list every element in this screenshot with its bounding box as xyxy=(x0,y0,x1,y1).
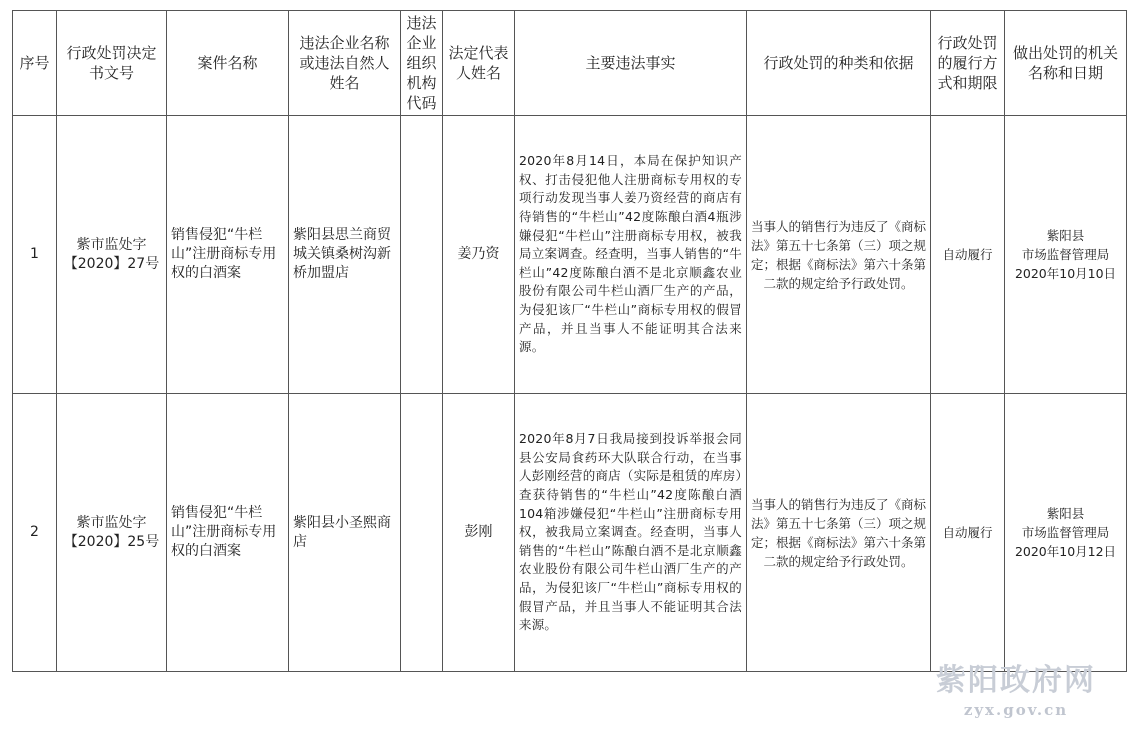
row-rep: 姜乃资 xyxy=(443,116,515,394)
header-cell: 违法企业名称或违法自然人姓名 xyxy=(289,11,401,116)
agency-date: 2020年10月12日 xyxy=(1014,544,1117,559)
penalty-table xyxy=(12,10,1127,672)
watermark xyxy=(936,664,1096,720)
header-cell: 违法企业组织机构代码 xyxy=(401,11,443,116)
header-row xyxy=(13,11,1127,116)
row-fact: 2020年8月7日我局接到投诉举报会同县公安局食药环大队联合行动，在当事人彭刚经营的商店（实际是租赁的库房）查获待销售的“牛栏山”42度陈酿白酒104箱涉嫌侵犯“牛栏山”注册商标专用权，被我局立案调查。经查明，当事人销售的“牛栏山”陈酿白酒不是北京顺鑫农业股份有限公司牛栏山酒厂生产的产品，为侵犯该厂“牛栏山”商标专用权的假冒产品，并且当事人不能证明其合法来源。 xyxy=(515,394,747,672)
row-case-name: 销售侵犯“牛栏山”注册商标专用权的白酒案 xyxy=(167,394,289,672)
header-cell: 案件名称 xyxy=(167,11,289,116)
row-doc-no: 紫市监处字【2020】25号 xyxy=(57,394,167,672)
row-basis: 当事人的销售行为违反了《商标法》第五十七条第（三）项之规定；根据《商标法》第六十条第二款的规定给予行政处罚。 xyxy=(747,394,931,672)
agency-date: 2020年10月10日 xyxy=(1014,266,1117,281)
agency-name: 紫阳县 xyxy=(1046,228,1085,243)
row-agency xyxy=(1005,116,1127,394)
table-row xyxy=(13,394,1127,672)
row-agency xyxy=(1005,394,1127,672)
row-rep: 彭刚 xyxy=(443,394,515,672)
row-party: 紫阳县小圣熙商店 xyxy=(289,394,401,672)
header-cell: 行政处罚的履行方式和期限 xyxy=(931,11,1005,116)
header-cell: 做出处罚的机关名称和日期 xyxy=(1005,11,1127,116)
agency-name: 紫阳县 xyxy=(1046,506,1085,521)
row-org-code xyxy=(401,394,443,672)
row-org-code xyxy=(401,116,443,394)
header-cell: 行政处罚决定书文号 xyxy=(57,11,167,116)
row-basis: 当事人的销售行为违反了《商标法》第五十七条第（三）项之规定；根据《商标法》第六十条第二款的规定给予行政处罚。 xyxy=(747,116,931,394)
header-cell: 主要违法事实 xyxy=(515,11,747,116)
header-cell: 法定代表人姓名 xyxy=(443,11,515,116)
header-cell: 行政处罚的种类和依据 xyxy=(747,11,931,116)
row-case-name: 销售侵犯“牛栏山”注册商标专用权的白酒案 xyxy=(167,116,289,394)
table-row xyxy=(13,116,1127,394)
watermark-name: 紫阳政府网 xyxy=(936,663,1096,698)
row-no: 2 xyxy=(13,394,57,672)
row-method: 自动履行 xyxy=(931,394,1005,672)
agency-name-2: 市场监督管理局 xyxy=(1021,247,1110,262)
row-no: 1 xyxy=(13,116,57,394)
row-method: 自动履行 xyxy=(931,116,1005,394)
row-party: 紫阳县思兰商贸城关镇桑树沟新桥加盟店 xyxy=(289,116,401,394)
agency-name-2: 市场监督管理局 xyxy=(1021,525,1110,540)
header-cell: 序号 xyxy=(13,11,57,116)
watermark-url: zyx.gov.cn xyxy=(963,701,1069,719)
row-doc-no: 紫市监处字【2020】27号 xyxy=(57,116,167,394)
row-fact: 2020年8月14日，本局在保护知识产权、打击侵犯他人注册商标专用权的专项行动发现当事人姜乃资经营的商店有待销售的“牛栏山”42度陈酿白酒4瓶涉嫌侵犯“牛栏山”注册商标专用权，被我局立案调查。经查明，当事人销售的“牛栏山”42度陈酿白酒不是北京顺鑫农业股份有限公司牛栏山酒厂生产的产品，为侵犯该厂“牛栏山”商标专用权的假冒产品，并且当事人不能证明其合法来源。 xyxy=(515,116,747,394)
